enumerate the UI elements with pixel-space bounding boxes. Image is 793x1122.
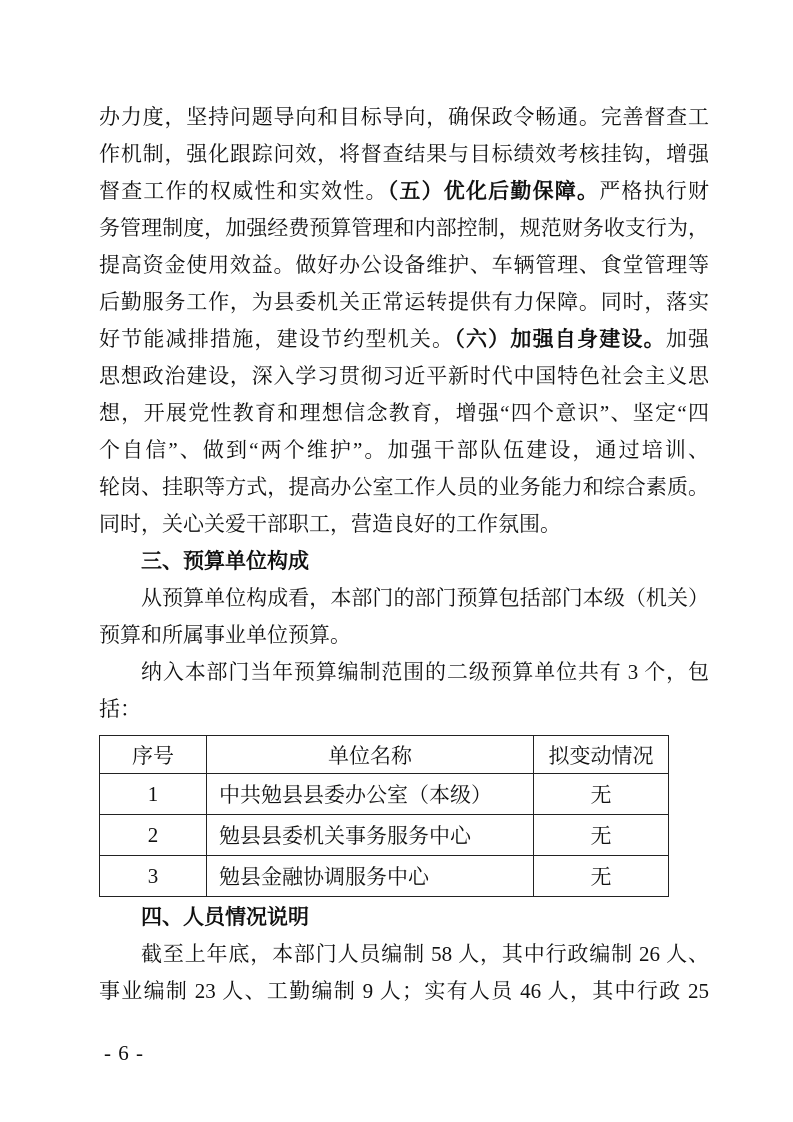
budget-units-table [99,735,669,897]
text-line [99,284,709,321]
cell-no: 1 [100,774,207,815]
cell-no: 3 [100,856,207,897]
text-line [99,580,709,617]
paragraph-budget-units-count [99,654,709,728]
text-segment: 办力度，坚持问题导向和目标导向，确保政令畅通。完善督查工 [99,105,709,129]
text-segment: 加强 [665,327,709,351]
cell-planned-change: 无 [534,815,669,856]
text-line [99,506,709,543]
cell-planned-change: 无 [534,774,669,815]
text-segment: 个自信”、做到“两个维护”。加强干部队伍建设，通过培训、 [99,438,709,462]
section-heading-personnel-situation: 四、人员情况说明 [141,906,309,929]
cell-planned-change: 无 [534,856,669,897]
text-segment: 同时，关心关爱干部职工，营造良好的工作氛围。 [99,512,561,536]
text-segment: 作机制，强化跟踪问效，将督查结果与目标绩效考核挂钩，增强 [99,142,709,166]
cell-unit-name: 中共勉县县委办公室（本级） [207,774,534,815]
text-segment: 从预算单位构成看，本部门的部门预算包括部门本级（机关） [141,586,709,610]
text-line [99,936,709,973]
text-line [99,210,709,247]
cell-unit-name: 勉县金融协调服务中心 [207,856,534,897]
page-content [99,99,709,1010]
table-header-planned-change: 拟变动情况 [534,736,669,774]
text-line [99,654,709,691]
text-line [99,173,709,210]
text-segment: 严格执行财 [599,179,709,203]
text-segment: 提高资金使用效益。做好办公设备维护、车辆管理、食堂管理等 [99,253,709,277]
table-row [100,856,669,897]
text-segment: 督查工作的权威性和实效性。 [99,179,388,203]
text-line [99,247,709,284]
text-segment: 务管理制度，加强经费预算管理和内部控制，规范财务收支行为， [99,216,709,240]
text-line [99,691,709,728]
table-header-no: 序号 [100,736,207,774]
table-header-row [100,736,669,774]
paragraph-personnel [99,936,709,1010]
bold-phrase: （六）加强自身建设。 [454,327,666,351]
paragraph-continuation [99,99,709,543]
text-line [99,136,709,173]
text-segment: 括： [99,697,141,721]
cell-unit-name: 勉县县委机关事务服务中心 [207,815,534,856]
text-segment: 轮岗、挂职等方式，提高办公室工作人员的业务能力和综合素质。 [99,475,709,499]
text-line [99,973,709,1010]
text-line [99,617,709,654]
text-segment: 后勤服务工作，为县委机关正常运转提供有力保障。同时，落实 [99,290,709,314]
table-row [100,815,669,856]
page-number: - 6 - [104,1041,144,1065]
text-segment: 预算和所属事业单位预算。 [99,623,351,647]
text-line [99,99,709,136]
section-heading-budget-unit-composition: 三、预算单位构成 [141,550,309,573]
table-header-unit-name: 单位名称 [207,736,534,774]
text-segment: 想，开展党性教育和理想信念教育，增强“四个意识”、坚定“四 [99,401,709,425]
cell-no: 2 [100,815,207,856]
paragraph-budget-composition [99,580,709,654]
text-line [99,321,709,358]
text-line [99,432,709,469]
table-row [100,774,669,815]
text-line [99,358,709,395]
text-line [99,469,709,506]
text-segment: 好节能减排措施，建设节约型机关。 [99,327,455,351]
text-segment: 思想政治建设，深入学习贯彻习近平新时代中国特色社会主义思 [99,364,709,388]
bold-phrase: （五）优化后勤保障。 [387,179,600,203]
text-line [99,395,709,432]
text-segment: 纳入本部门当年预算编制范围的二级预算单位共有 3 个，包 [141,660,709,684]
text-segment: 事业编制 23 人、工勤编制 9 人；实有人员 46 人，其中行政 25 [99,979,709,1003]
text-segment: 截至上年底，本部门人员编制 58 人，其中行政编制 26 人、 [141,942,709,966]
